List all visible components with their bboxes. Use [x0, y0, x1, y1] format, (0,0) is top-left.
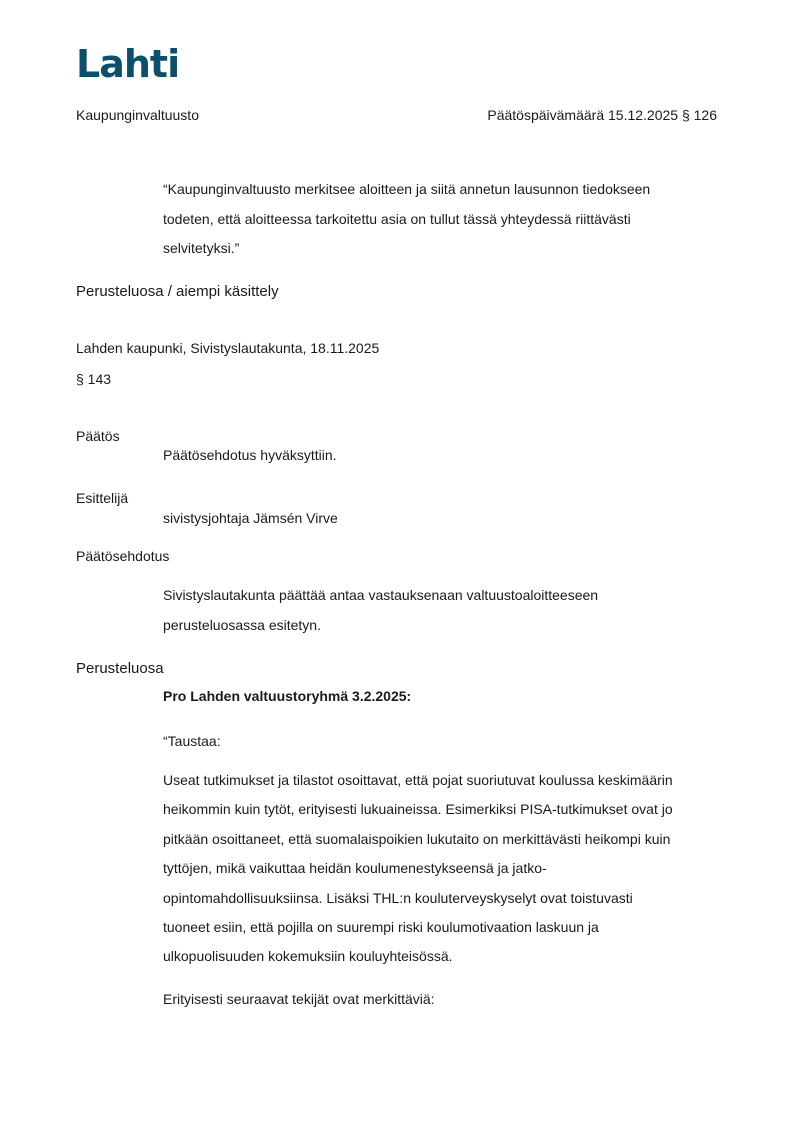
proposal-label: Päätösehdotus	[76, 548, 170, 564]
paragraph-line: ulkopuolisuuden kokemuksiin kouluyhteisössä.	[163, 948, 453, 964]
decision-value: Päätösehdotus hyväksyttiin.	[163, 447, 337, 463]
decision-quote-line: todeten, että aloitteessa tarkoitettu asia on tullut tässä yhteydessä riittävästi	[163, 211, 631, 227]
paragraph-line: pitkään osoittaneet, että suomalaispoikien lukutaito on merkittävästi heikompi kuin	[163, 831, 671, 847]
organ-name: Kaupunginvaltuusto	[76, 107, 199, 123]
background-intro: “Taustaa:	[163, 733, 221, 749]
proposal-line: Sivistyslautakunta päättää antaa vastauksenaan valtuustoaloitteeseen	[163, 587, 599, 603]
decision-quote-line: selvitetyksi.”	[163, 240, 240, 256]
paragraph-line: tuoneet esiin, että pojilla on suurempi riski koulumotivaation laskuun ja	[163, 919, 599, 935]
reasoning-label: Perusteluosa	[76, 660, 164, 677]
paragraph-line: opintomahdollisuuksiinsa. Lisäksi THL:n kouluterveyskyselyt ovat toistuvasti	[163, 890, 633, 906]
lahti-logo: Lahti	[76, 42, 180, 86]
group-title: Pro Lahden valtuustoryhmä 3.2.2025:	[163, 688, 412, 704]
prior-section: § 143	[76, 371, 112, 387]
presenter-value: sivistysjohtaja Jämsén Virve	[163, 510, 338, 526]
paragraph-line: tyttöjen, mikä vaikuttaa heidän koulumenestykseensä ja jatko-	[163, 860, 547, 876]
decision-quote-line: “Kaupunginvaltuusto merkitsee aloitteen ja siitä annetun lausunnon tiedokseen	[163, 181, 651, 197]
paragraph-line: Useat tutkimukset ja tilastot osoittavat, että pojat suoriutuvat koulussa keskimäärin	[163, 772, 673, 788]
decision-date: Päätöspäivämäärä 15.12.2025 § 126	[487, 107, 717, 123]
background-heading: Perusteluosa / aiempi käsittely	[76, 283, 279, 300]
factors-intro: Erityisesti seuraavat tekijät ovat merkittäviä:	[163, 991, 435, 1007]
presenter-label: Esittelijä	[76, 490, 129, 506]
paragraph-line: heikommin kuin tytöt, erityisesti lukuaineissa. Esimerkiksi PISA-tutkimukset ovat jo	[163, 801, 673, 817]
decision-label: Päätös	[76, 428, 120, 444]
prior-meeting: Lahden kaupunki, Sivistyslautakunta, 18.11.2025	[76, 340, 380, 356]
proposal-line: perusteluosassa esitetyn.	[163, 617, 321, 633]
